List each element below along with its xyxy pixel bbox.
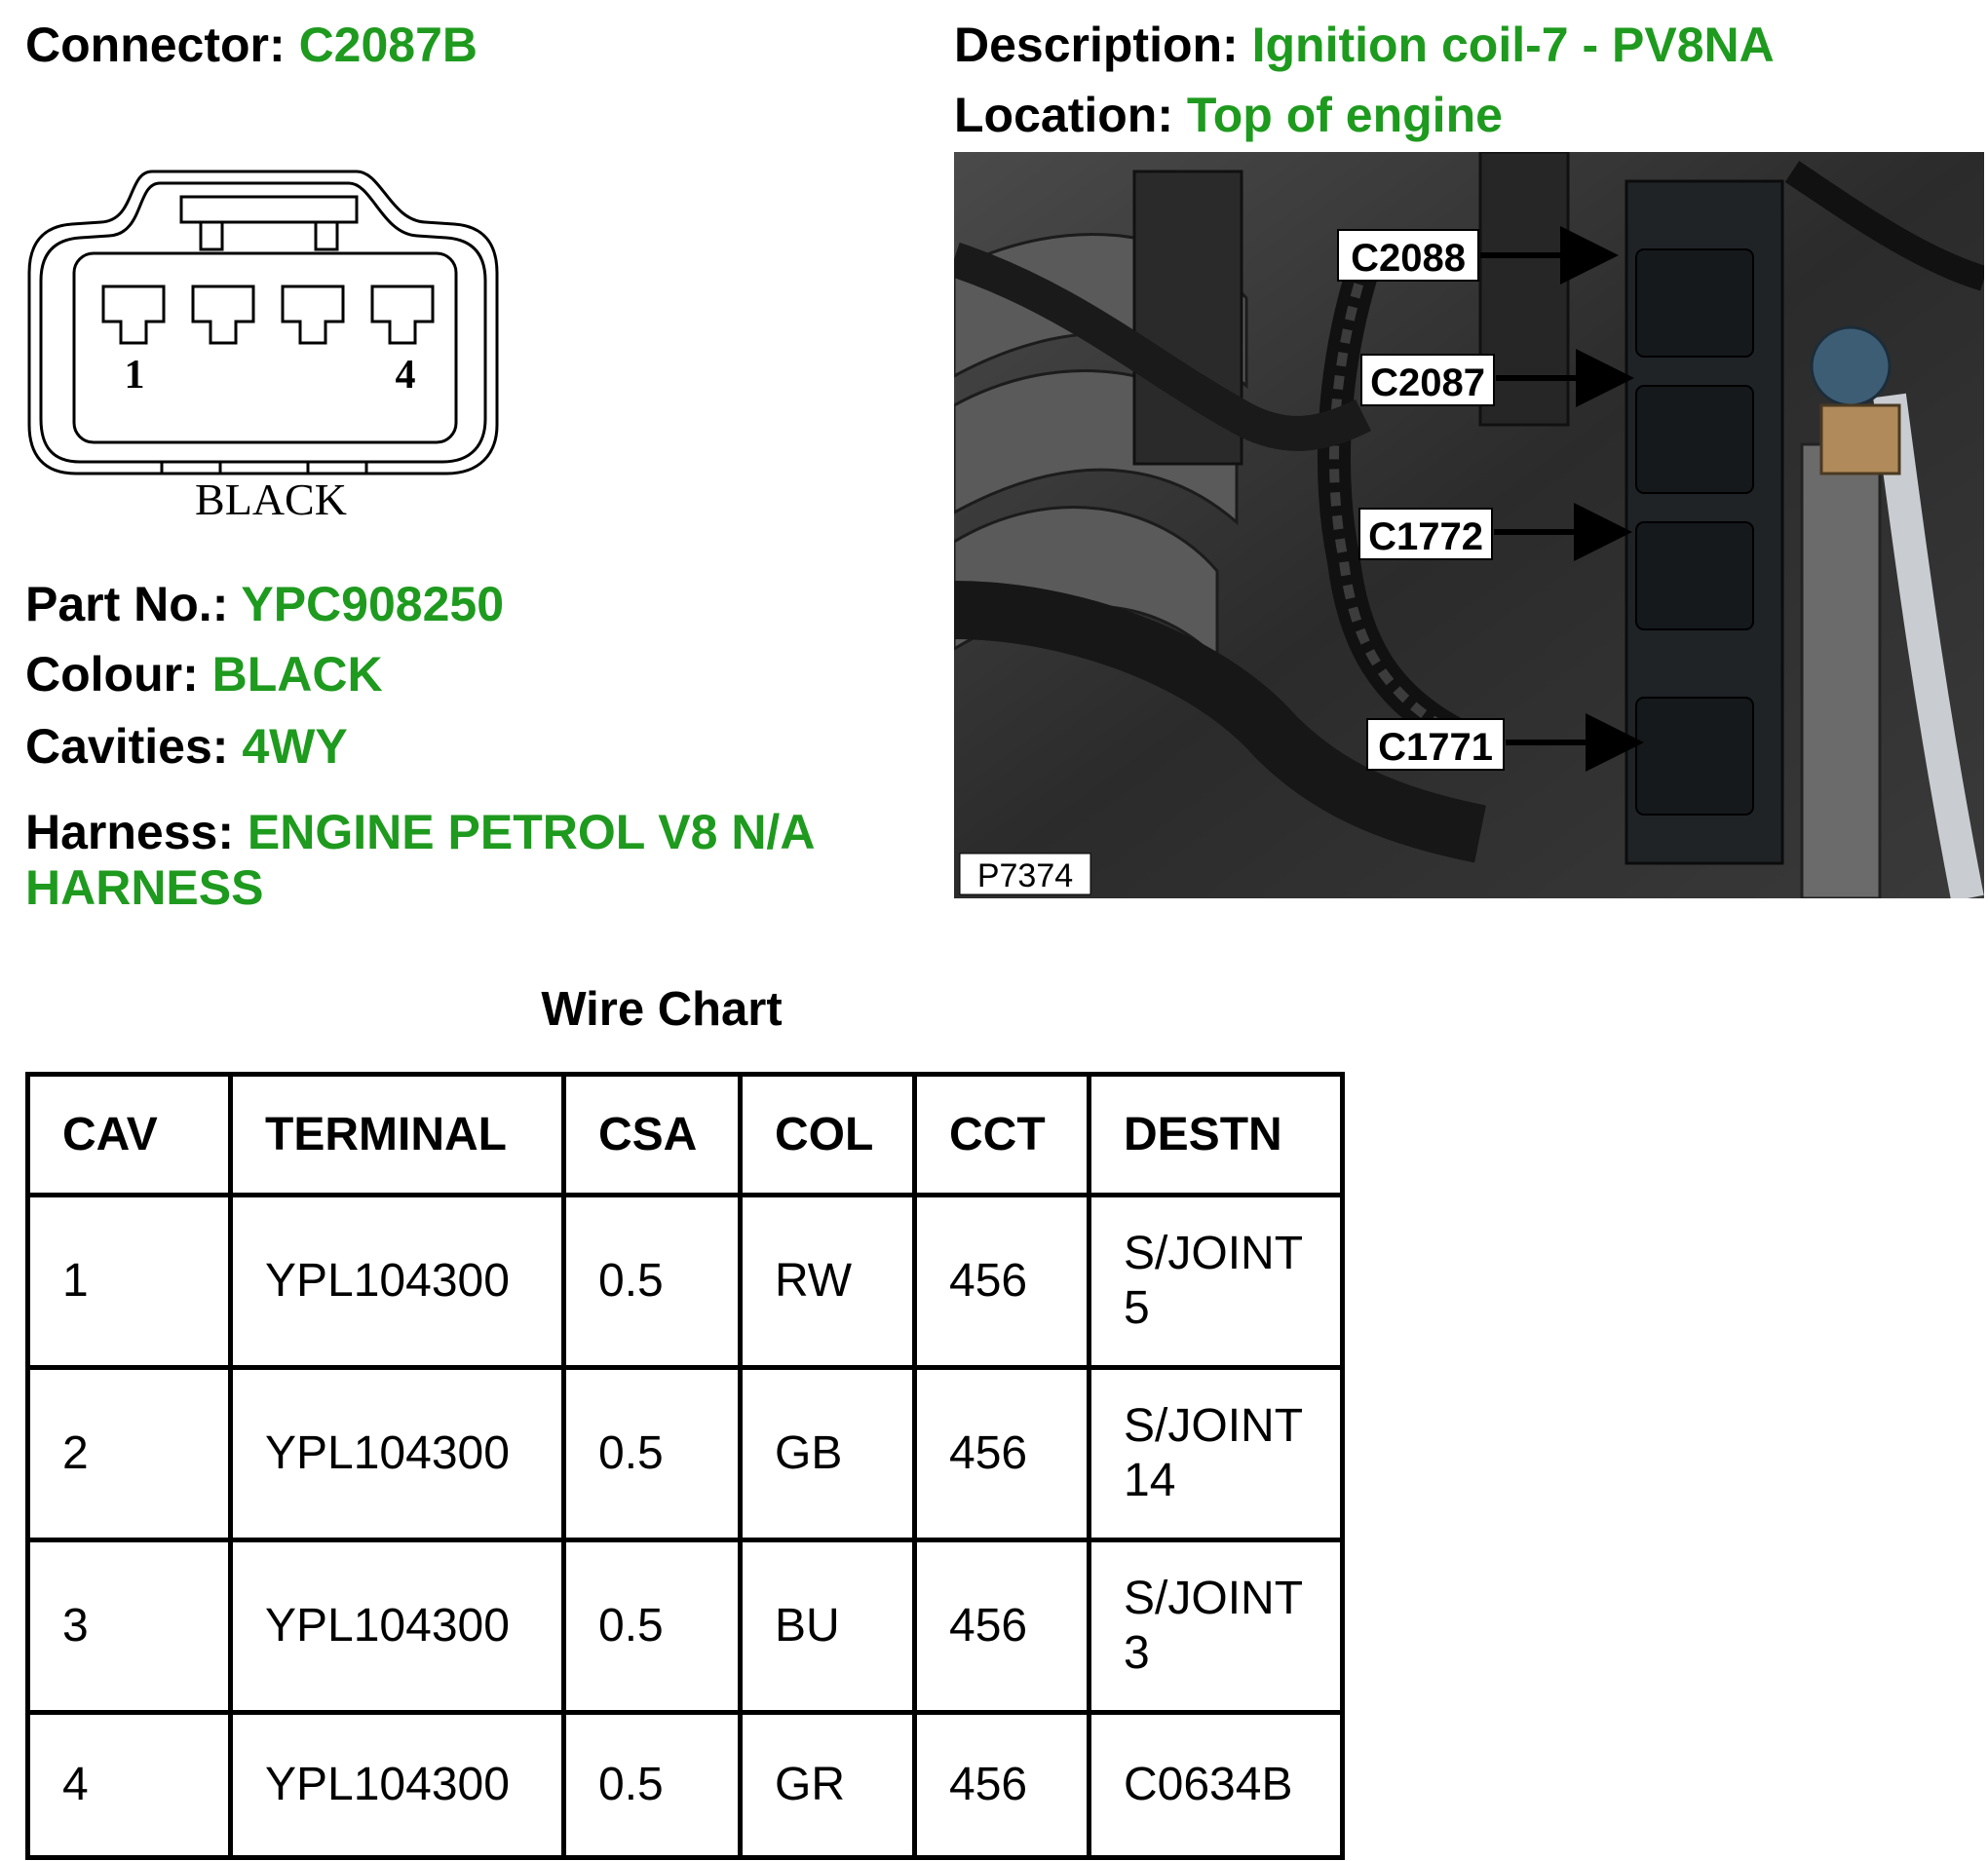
connector-face-diagram <box>25 164 524 524</box>
description-label: Description: <box>954 18 1239 72</box>
cell-csa: 0.5 <box>564 1368 741 1540</box>
cavities-value: 4WY <box>242 719 348 774</box>
cell-cct: 456 <box>915 1540 1090 1713</box>
cavities-field <box>25 719 348 776</box>
connector-color-label: BLACK <box>195 475 347 524</box>
cell-cav: 3 <box>28 1540 231 1713</box>
part-no-label: Part No.: <box>25 577 229 631</box>
wire-chart-table <box>25 1072 1345 1860</box>
engine-bay-photo <box>954 152 1984 898</box>
cell-csa: 0.5 <box>564 1713 741 1858</box>
cell-terminal: YPL104300 <box>231 1368 564 1540</box>
header-destn: DESTN <box>1090 1075 1343 1196</box>
cell-cct: 456 <box>915 1196 1090 1368</box>
location-label: Location: <box>954 88 1173 142</box>
colour-field <box>25 647 383 703</box>
connector-field <box>25 18 478 74</box>
cell-cav: 4 <box>28 1713 231 1858</box>
location-value: Top of engine <box>1186 88 1503 142</box>
harness-value: ENGINE PETROL V8 N/A HARNESS <box>25 805 814 915</box>
wire-chart-title: Wire Chart <box>541 983 783 1036</box>
cell-cct: 456 <box>915 1368 1090 1540</box>
cell-cct: 456 <box>915 1713 1090 1858</box>
colour-label: Colour: <box>25 647 199 702</box>
cell-destn: S/JOINT 5 <box>1090 1196 1343 1368</box>
colour-value: BLACK <box>211 647 383 702</box>
callout-c1772: C1772 <box>1368 515 1483 558</box>
table-header-row <box>28 1075 1343 1196</box>
cell-col: BU <box>741 1540 915 1713</box>
pin-4-label: 4 <box>395 353 416 398</box>
part-no-field <box>25 577 504 633</box>
cell-col: RW <box>741 1196 915 1368</box>
table-row <box>28 1196 1343 1368</box>
callout-c1771: C1771 <box>1378 726 1493 769</box>
cell-terminal: YPL104300 <box>231 1540 564 1713</box>
table-row <box>28 1713 1343 1858</box>
photo-id-label: P7374 <box>976 857 1074 894</box>
callout-c2088: C2088 <box>1351 237 1466 280</box>
pin-1-label: 1 <box>124 353 145 398</box>
cell-csa: 0.5 <box>564 1540 741 1713</box>
connector-label: Connector: <box>25 18 286 72</box>
header-col: COL <box>741 1075 915 1196</box>
connector-value: C2087B <box>298 18 478 72</box>
cell-cav: 2 <box>28 1368 231 1540</box>
location-field <box>954 88 1503 144</box>
cell-destn: S/JOINT 3 <box>1090 1540 1343 1713</box>
cell-terminal: YPL104300 <box>231 1196 564 1368</box>
header-cct: CCT <box>915 1075 1090 1196</box>
header-terminal: TERMINAL <box>231 1075 564 1196</box>
table-row <box>28 1368 1343 1540</box>
cell-destn: C0634B <box>1090 1713 1343 1858</box>
header-csa: CSA <box>564 1075 741 1196</box>
cell-col: GR <box>741 1713 915 1858</box>
cell-terminal: YPL104300 <box>231 1713 564 1858</box>
description-field <box>954 18 1775 74</box>
harness-label: Harness: <box>25 805 234 859</box>
cell-col: GB <box>741 1368 915 1540</box>
cell-destn: S/JOINT 14 <box>1090 1368 1343 1540</box>
cell-cav: 1 <box>28 1196 231 1368</box>
table-row <box>28 1540 1343 1713</box>
header-cav: CAV <box>28 1075 231 1196</box>
harness-field <box>25 805 863 916</box>
part-no-value: YPC908250 <box>241 577 505 631</box>
callout-c2087: C2087 <box>1370 361 1485 404</box>
description-value: Ignition coil-7 - PV8NA <box>1251 18 1775 72</box>
cell-csa: 0.5 <box>564 1196 741 1368</box>
cavities-label: Cavities: <box>25 719 229 774</box>
